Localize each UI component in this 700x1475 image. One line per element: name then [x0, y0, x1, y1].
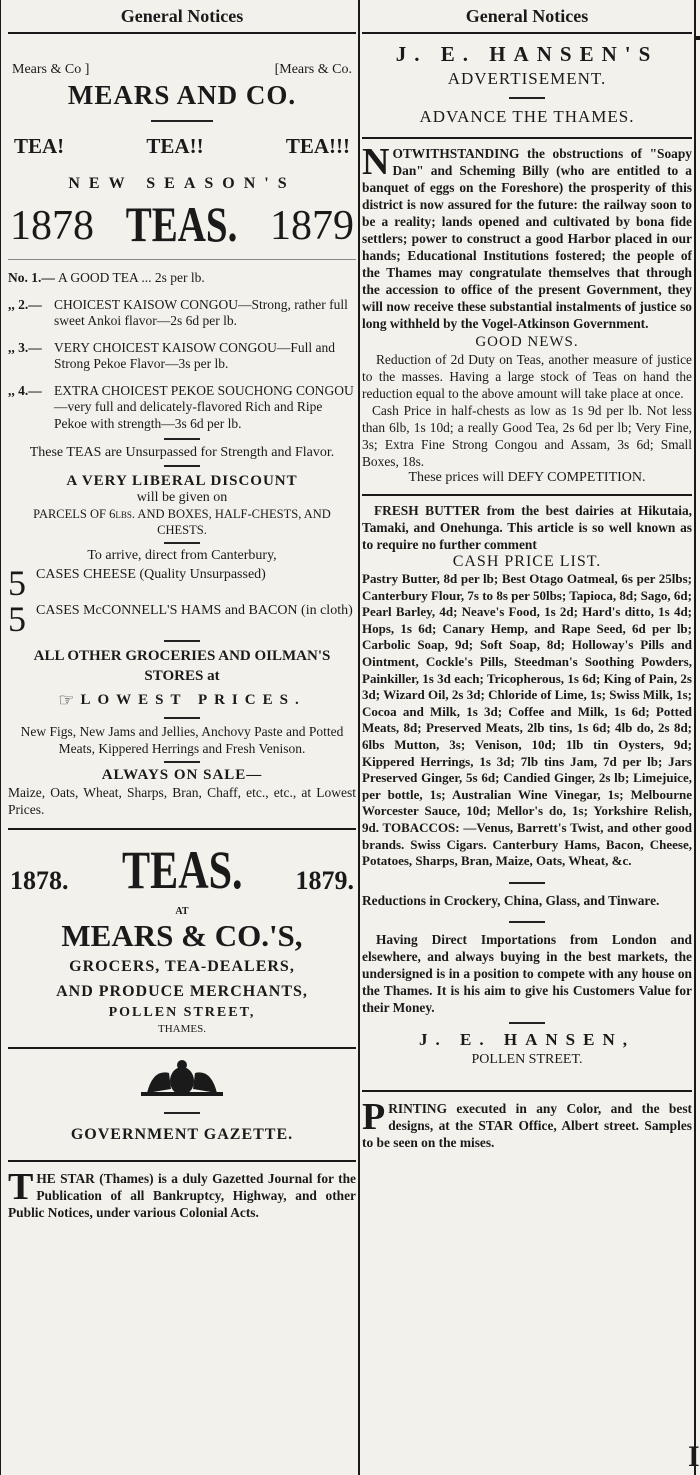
- next-column-dropcap: I: [688, 1440, 700, 1473]
- teas-year-banner-2: [8, 840, 356, 900]
- grocers-line: GROCERS, TEA-DEALERS,: [69, 958, 295, 975]
- lowest-prices: LOWEST PRICES.: [80, 692, 306, 708]
- thick-rule: [362, 137, 692, 139]
- always-on-sale: ALWAYS ON SALE—: [101, 767, 263, 783]
- cheese-cases: [8, 563, 356, 603]
- groceries-heading: ALL OTHER GROCERIES AND OILMAN'S STORES at: [33, 648, 331, 684]
- mears-small-left: Mears & Co ]: [12, 62, 90, 77]
- arrive-note: To arrive, direct from Canterbury,: [87, 548, 277, 563]
- tea-item: [8, 340, 356, 373]
- right-column-header: General Notices: [362, 0, 692, 34]
- at-label: AT: [175, 906, 189, 917]
- advance-thames: ADVANCE THE THAMES.: [419, 107, 635, 126]
- divider: [509, 97, 545, 99]
- hams-count: 5: [8, 599, 26, 639]
- star-notice-text: HE STAR (Thames) is a duly Gazetted Journal for the Publication of all Bankruptcy, Highway, and other Public Notices, under various Colonial Acts.: [8, 1171, 356, 1220]
- hams-cases: [8, 599, 356, 639]
- tea-item-number: ,, 3.—: [8, 339, 42, 355]
- cheese-count: 5: [8, 563, 26, 603]
- cheese-text: CASES CHEESE (Quality Unsurpassed): [36, 567, 266, 582]
- mears-co-title: MEARS & CO.'S,: [61, 918, 303, 953]
- tea-two: TEA!!: [146, 134, 204, 158]
- new-season-heading: NEW SEASON'S: [68, 175, 296, 192]
- maize-paragraph: Maize, Oats, Wheat, Sharps, Bran, Chaff, etc., etc., at Lowest Prices.: [8, 785, 356, 817]
- divider: [164, 465, 200, 467]
- divider: [509, 921, 545, 923]
- pollen-street: POLLEN STREET,: [108, 1005, 256, 1020]
- discount-parcels: PARCELS OF 6lbs. AND BOXES, HALF-CHESTS, AND CHESTS.: [33, 507, 331, 537]
- tea-three: TEA!!!: [285, 134, 350, 158]
- divider: [164, 640, 200, 642]
- hansen-intro: [362, 141, 692, 332]
- year-1878: 1878: [10, 203, 94, 249]
- tea-item-text: EXTRA CHOICEST PEKOE SOUCHONG CONGOU—very full and delicately-flavored Rich and Ripe Pekoe with strength—3s 6d per lb.: [54, 382, 354, 431]
- hansen-street: POLLEN STREET.: [471, 1051, 583, 1067]
- intro-dropcap: N: [362, 141, 390, 183]
- left-column: [8, 0, 356, 1221]
- cash-price-list-title: CASH PRICE LIST.: [452, 553, 602, 570]
- advertisement-label: ADVERTISEMENT.: [447, 69, 607, 88]
- gazette-title: GOVERNMENT GAZETTE.: [70, 1126, 294, 1143]
- teas-year-banner: [8, 196, 356, 252]
- tea-item-text: VERY CHOICEST KAISOW CONGOU—Full and Strong Pekoe Flavor—3s per lb.: [54, 339, 336, 371]
- figs-paragraph: New Figs, New Jams and Jellies, Anchovy Paste and Potted Meats, Kippered Herrings and Fresh Venison.: [20, 724, 344, 756]
- divider: [164, 717, 200, 719]
- tea-one: TEA!: [14, 134, 65, 158]
- hansen-signature: J. E. HANSEN,: [419, 1029, 635, 1049]
- divider: [164, 1112, 200, 1114]
- divider: [509, 1022, 545, 1024]
- year-1878b: 1878.: [10, 866, 69, 895]
- fresh-butter-paragraph: FRESH BUTTER from the best dairies at Hikutaia, Tamaki, and Onehunga. This article is so well known as to require no further comment: [362, 503, 692, 552]
- star-dropcap: T: [8, 1166, 34, 1208]
- thick-rule: [8, 1047, 356, 1049]
- year-1879: 1879: [270, 203, 354, 249]
- intro-text: OTWITHSTANDING the obstructions of "Soapy Dan" and Scheming Billy (who are entitled to a banquet of eggs on the Foreshore) the prosperity of this district is now assured for the future: the railway soon to be a reality; lands opened and cultivated by bona fide settlers; power to construct a good Harbor placed in our hands; Educational Institutions fostered; the people of the Thames may congratulate themselves that through the accession to office of the present Government, they will now receive these substantial instalments of justice so long withheld by the Vogel-Atkinson Government.: [362, 146, 692, 331]
- duty-paragraph: Reduction of 2d Duty on Teas, another measure of justice to the masses. Having a large stock of Teas on hand the reduction equal to the above amount will take place at once.: [362, 352, 692, 401]
- left-column-border: [0, 0, 1, 1475]
- cash-price-list: Pastry Butter, 8d per lb; Best Otago Oatmeal, 6s per 25lbs; Canterbury Flour, 7s to 8s per 50lbs; Tapioca, 8d; Sago, 6d; Pearl Barley, 4d; Neave's Food, 1s 2d; Hard's ditto, 1s 4d; Hops, 1s 6d; Canary Hemp, and Rape Seed, 6d per lb; Carbolic Soap, 9d; Soft Soap, 8d; Holloway's Pills and Ointment, Cockle's Pills, Steedman's Soothing Powders, Painkiller, 1s 3d each; Tricopherous, 1s 6d; King of Pain, 2s 3d; Wizard Oil, 2s 3d; Chloride of Lime, 1s; Swiss Milk, 1s; Cocoa and Milk, 1s 3d; Coffee and Milk, 1s 6d; Potted Meats, 8d; Preserved Meats, 2lb tins, 1s 6d; 4lb do, 2s 8d; 6lbs Mutton, 3s; Venison, 10d; 1lb tin Oysters, 9d; Kippered Herrings, 1s 3d; 7lb tins Jam, 7d per lb; Jars Preserved Ginger, 5s 6d; Candied Ginger, 2s lb; Limejuice, per bottle, 1s; Australian Wine Vinegar, 1s; Melbourne Worcester Sauce, 10d; Mellor's do, 1s; Yorkshire Relish, 9d. TOBACCOS: —Venus, Barrett's Twist, and other good brands. Swiss Cigars. Canterbury Hams, Bacon, Cheese, Potatoes, Sharps, Bran, Maize, Oats, Wheat, &c.: [362, 571, 692, 869]
- tea-item-number: ,, 2.—: [8, 296, 42, 312]
- discount-title: A VERY LIBERAL DISCOUNT: [66, 473, 298, 489]
- good-news-heading: GOOD NEWS.: [475, 334, 579, 350]
- printing-notice: [362, 1095, 692, 1151]
- right-column: [362, 0, 692, 1151]
- discount-given: will be given on: [136, 490, 228, 505]
- hams-text: CASES McCONNELL'S HAMS and BACON (in cloth): [36, 603, 353, 618]
- divider: [164, 438, 200, 440]
- divider: [151, 120, 213, 122]
- tea-item-text: CHOICEST KAISOW CONGOU—Strong, rather full sweet Ankoi flavor—2s 6d per lb.: [54, 296, 348, 328]
- adjacent-column-edge: [694, 0, 700, 1475]
- tea-item-text: A GOOD TEA ... 2s per lb.: [58, 270, 205, 285]
- divider: [164, 542, 200, 544]
- tea-item-number: ,, 4.—: [8, 382, 42, 398]
- mears-small-line: [8, 62, 356, 78]
- tea-item-number: No. 1.—: [8, 270, 55, 285]
- year-1879b: 1879.: [295, 866, 354, 895]
- mears-small-right: [Mears & Co.: [274, 62, 352, 77]
- lowest-prices-line: [8, 690, 356, 711]
- coat-of-arms-icon: [8, 1059, 356, 1104]
- tea-price-list: [8, 270, 356, 432]
- thin-rule: [8, 259, 356, 260]
- printing-dropcap: P: [362, 1095, 386, 1138]
- thick-rule: [362, 1090, 692, 1092]
- thick-rule: [362, 494, 692, 496]
- crockery-paragraph: Reductions in Crockery, China, Glass, and Tinware.: [362, 892, 660, 908]
- importations-paragraph: Having Direct Importations from London and elsewhere, and always buying in the best markets, the undersigned is in a position to compete with any house on the Thames. It is his aim to give his Customers Value for their Money.: [362, 931, 692, 1015]
- column-divider: [358, 0, 360, 1475]
- printing-text: RINTING executed in any Color, and the best designs, at the STAR Office, Albert street. Samples to be seen on the mises.: [362, 1100, 692, 1150]
- thick-rule: [8, 1160, 356, 1162]
- unsurpassed-note: These TEAS are Unsurpassed for Strength and Flavor.: [29, 445, 335, 460]
- thames-town: THAMES.: [158, 1023, 206, 1035]
- hansen-title: J. E. HANSEN'S: [395, 42, 659, 66]
- tea-exclaim-row: [8, 134, 356, 159]
- tea-item: [8, 297, 356, 330]
- tea-item: [8, 270, 356, 287]
- teas-heading: TEAS.: [126, 196, 238, 252]
- produce-line: AND PRODUCE MERCHANTS,: [56, 983, 308, 1000]
- divider: [164, 761, 200, 763]
- left-column-header: General Notices: [8, 0, 356, 34]
- mears-title: MEARS AND CO.: [67, 80, 297, 110]
- divider: [509, 882, 545, 884]
- defy-competition: These prices will DEFY COMPETITION.: [408, 470, 646, 485]
- tea-item: [8, 383, 356, 433]
- thick-rule: [8, 828, 356, 830]
- pointing-hand-icon: ☞: [58, 690, 75, 710]
- star-notice: [8, 1166, 356, 1221]
- cash-price-paragraph: Cash Price in half-chests as low as 1s 9d per lb. Not less than 6lb, 1s 10d; a really Good Tea, 2s 6d per lb; Very Fine, 3s; Extra Fine Strong Congou and Assam, 3s 6d; Small Boxes, 18s.: [362, 403, 692, 469]
- teas-heading-2: TEAS.: [121, 840, 243, 900]
